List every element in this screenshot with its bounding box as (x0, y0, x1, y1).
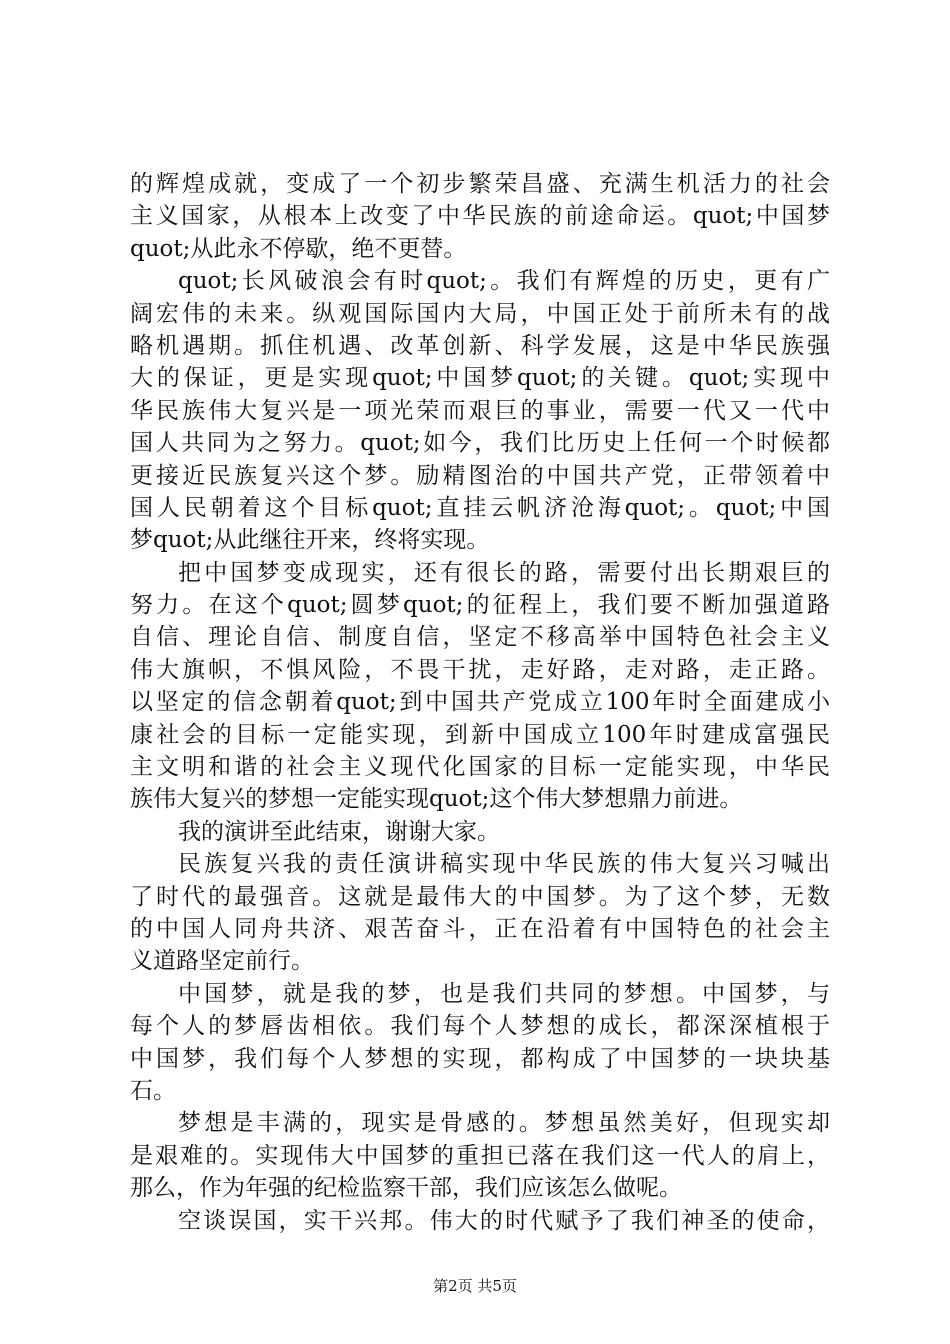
text-line: 国人共同为之努力。quot;如今，我们比历史上任何一个时候都 (130, 430, 830, 457)
text-line: 主文明和谐的社会主义现代化国家的目标一定能实现，中华民 (130, 754, 830, 781)
text-line: 阔宏伟的未来。纵观国际国内大局，中国正处于前所未有的战 (130, 300, 830, 327)
text-line: 中国梦，我们每个人梦想的实现，都构成了中国梦的一块块基 (130, 1045, 830, 1072)
text-line: 族伟大复兴的梦想一定能实现quot;这个伟大梦想鼎力前进。 (130, 786, 743, 813)
text-line: 伟大旗帜，不惧风险，不畏干扰，走好路，走对路，走正路。 (130, 656, 830, 683)
text-line: 梦quot;从此继往开来，终将实现。 (130, 527, 490, 554)
document-body (130, 168, 830, 1237)
text-line: 大的保证，更是实现quot;中国梦quot;的关键。quot;实现中 (130, 365, 830, 392)
text-line: 中国梦，就是我的梦，也是我们共同的梦想。中国梦，与 (178, 980, 830, 1007)
page-footer: 第2页 共5页 (433, 1277, 517, 1295)
text-line: 更接近民族复兴这个梦。励精图治的中国共产党，正带领着中 (130, 462, 830, 489)
text-line: 的辉煌成就，变成了一个初步繁荣昌盛、充满生机活力的社会 (130, 171, 830, 197)
text-line: 自信、理论自信、制度自信，坚定不移高举中国特色社会主义 (130, 624, 830, 651)
text-line: 国人民朝着这个目标quot;直挂云帆济沧海quot;。quot;中国 (130, 494, 830, 521)
text-line: 是艰难的。实现伟大中国梦的重担已落在我们这一代人的肩上， (130, 1142, 830, 1169)
text-line: 石。 (130, 1077, 176, 1104)
text-line: 那么，作为年强的纪检监察干部，我们应该怎么做呢。 (130, 1175, 682, 1202)
text-line: 康社会的目标一定能实现，到新中国成立100年时建成富强民 (130, 721, 830, 748)
text-line: 民族复兴我的责任演讲稿实现中华民族的伟大复兴习喊出 (178, 851, 830, 878)
text-line: 义道路坚定前行。 (130, 948, 314, 975)
text-line: 了时代的最强音。这就是最伟大的中国梦。为了这个梦，无数 (130, 883, 830, 910)
text-line: 主义国家，从根本上改变了中华民族的前途命运。quot;中国梦 (130, 203, 830, 230)
text-line: quot;从此永不停歇，绝不更替。 (130, 235, 467, 262)
text-line: quot;长风破浪会有时quot;。我们有辉煌的历史，更有广 (178, 268, 830, 295)
text-line: 努力。在这个quot;圆梦quot;的征程上，我们要不断加强道路 (130, 592, 830, 619)
text-line: 华民族伟大复兴是一项光荣而艰巨的事业，需要一代又一代中 (130, 397, 830, 424)
text-line: 每个人的梦唇齿相依。我们每个人梦想的成长，都深深植根于 (130, 1013, 830, 1040)
text-line: 略机遇期。抓住机遇、改革创新、科学发展，这是中华民族强 (130, 332, 830, 359)
text-line: 我的演讲至此结束，谢谢大家。 (178, 818, 500, 845)
text-line: 空谈误国，实干兴邦。伟大的时代赋予了我们神圣的使命， (178, 1207, 830, 1234)
text-line: 梦想是丰满的，现实是骨感的。梦想虽然美好，但现实却 (178, 1110, 830, 1137)
text-line: 把中国梦变成现实，还有很长的路，需要付出长期艰巨的 (178, 559, 830, 586)
text-line: 以坚定的信念朝着quot;到中国共产党成立100年时全面建成小 (130, 689, 830, 716)
text-line: 的中国人同舟共济、艰苦奋斗，正在沿着有中国特色的社会主 (130, 915, 830, 942)
